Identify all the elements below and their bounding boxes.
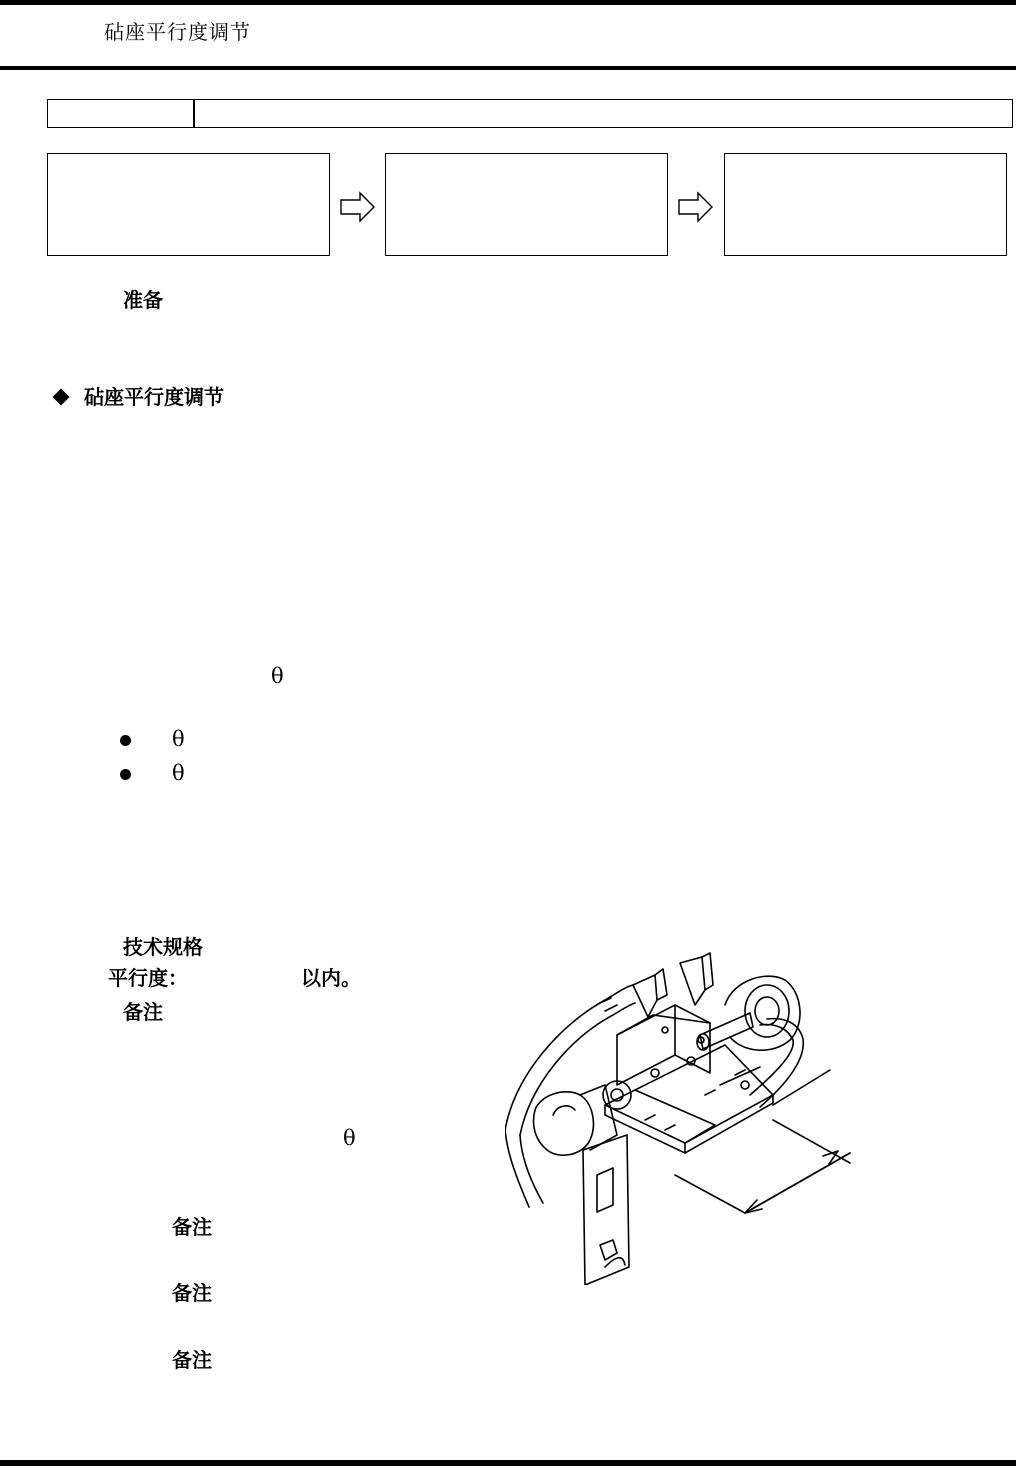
prep-heading: 准备	[123, 288, 163, 312]
spec-within: 以内。	[301, 966, 361, 990]
theta-symbol: θ	[172, 761, 185, 785]
spec-parallel-label: 平行度：	[108, 966, 188, 990]
header-table	[47, 99, 1013, 128]
flow-step-3	[724, 153, 1007, 256]
note-heading-2: 备注	[172, 1281, 212, 1305]
section-heading: 砧座平行度调节	[84, 385, 224, 409]
theta-symbol: θ	[271, 664, 284, 688]
spec-heading: 技术规格	[123, 935, 203, 959]
note-heading-1: 备注	[172, 1215, 212, 1239]
theta-symbol: θ	[172, 727, 185, 751]
spec-note-heading: 备注	[123, 1000, 163, 1024]
flow-step-2	[385, 153, 668, 256]
theta-symbol: θ	[343, 1126, 356, 1150]
arrow-right-icon	[340, 191, 376, 223]
bottom-rule	[0, 1460, 1016, 1466]
title-underline	[0, 66, 1016, 70]
header-table-divider	[193, 100, 195, 127]
top-rule	[0, 0, 1016, 5]
diamond-bullet-icon	[53, 389, 70, 406]
flow-step-1	[47, 153, 330, 256]
arrow-right-icon	[678, 191, 714, 223]
note-heading-3: 备注	[172, 1348, 212, 1372]
bullet-dot-icon	[120, 769, 131, 780]
page-title: 砧座平行度调节	[104, 20, 251, 44]
anvil-assembly-illustration	[505, 945, 860, 1285]
bullet-dot-icon	[120, 735, 131, 746]
